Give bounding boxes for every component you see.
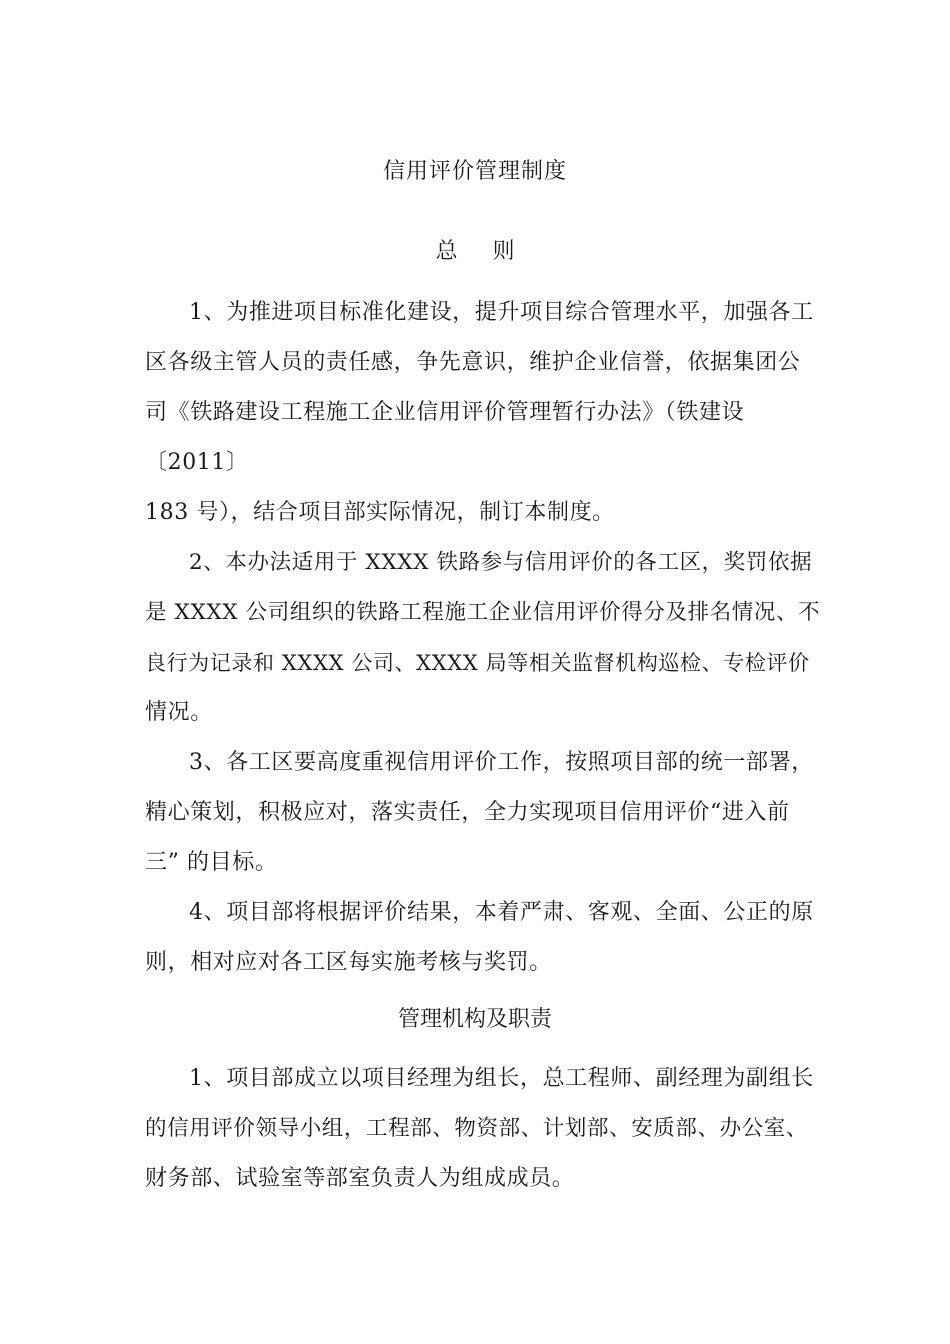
text-line: 司《铁路建设工程施工企业信用评价管理暂行办法》（铁建设 <box>145 400 745 425</box>
text-line: 183 号），结合项目部实际情况，制订本制度。 <box>145 500 615 525</box>
text-line: 区各级主管人员的责任感，争先意识，维护企业信誉，依据集团公 <box>145 350 801 375</box>
section-body-organization <box>145 1054 820 1204</box>
text-line: 情况。 <box>145 700 213 725</box>
text-line: 则，相对应对各工区每实施考核与奖罚。 <box>145 950 552 975</box>
text-line: 4、项目部将根据评价结果，本着严肃、客观、全面、公正的原 <box>189 900 814 925</box>
text-line: 1、为推进项目标准化建设，提升项目综合管理水平，加强各工 <box>189 300 814 325</box>
text-line: 2、本办法适用于 XXXX 铁路参与信用评价的各工区，奖罚依据 <box>189 550 813 575</box>
section-body-general <box>145 288 820 988</box>
section-heading-general: 总 则 <box>435 239 529 264</box>
text-line: 良行为记录和 XXXX 公司、XXXX 局等相关监督机构巡检、专检评价 <box>145 651 810 675</box>
text-line: 1、项目部成立以项目经理为组长，总工程师、副经理为副组长 <box>189 1066 814 1091</box>
text-line: 的信用评价领导小组，工程部、物资部、计划部、安质部、办公室、 <box>145 1116 809 1141</box>
section-heading-organization: 管理机构及职责 <box>397 1007 552 1032</box>
text-line: 精心策划，积极应对，落实责任，全力实现项目信用评价“进入前 <box>145 800 790 825</box>
text-line: 财务部、试验室等部室负责人为组成成员。 <box>145 1166 575 1191</box>
text-line: 是 XXXX 公司组织的铁路工程施工企业信用评价得分及排名情况、不 <box>145 600 821 625</box>
document-title: 信用评价管理制度 <box>382 159 567 184</box>
text-line: 〔2011〕 <box>145 450 249 475</box>
text-line: 三” 的目标。 <box>145 850 278 875</box>
text-line: 3、各工区要高度重视信用评价工作，按照项目部的统一部署， <box>189 750 814 775</box>
